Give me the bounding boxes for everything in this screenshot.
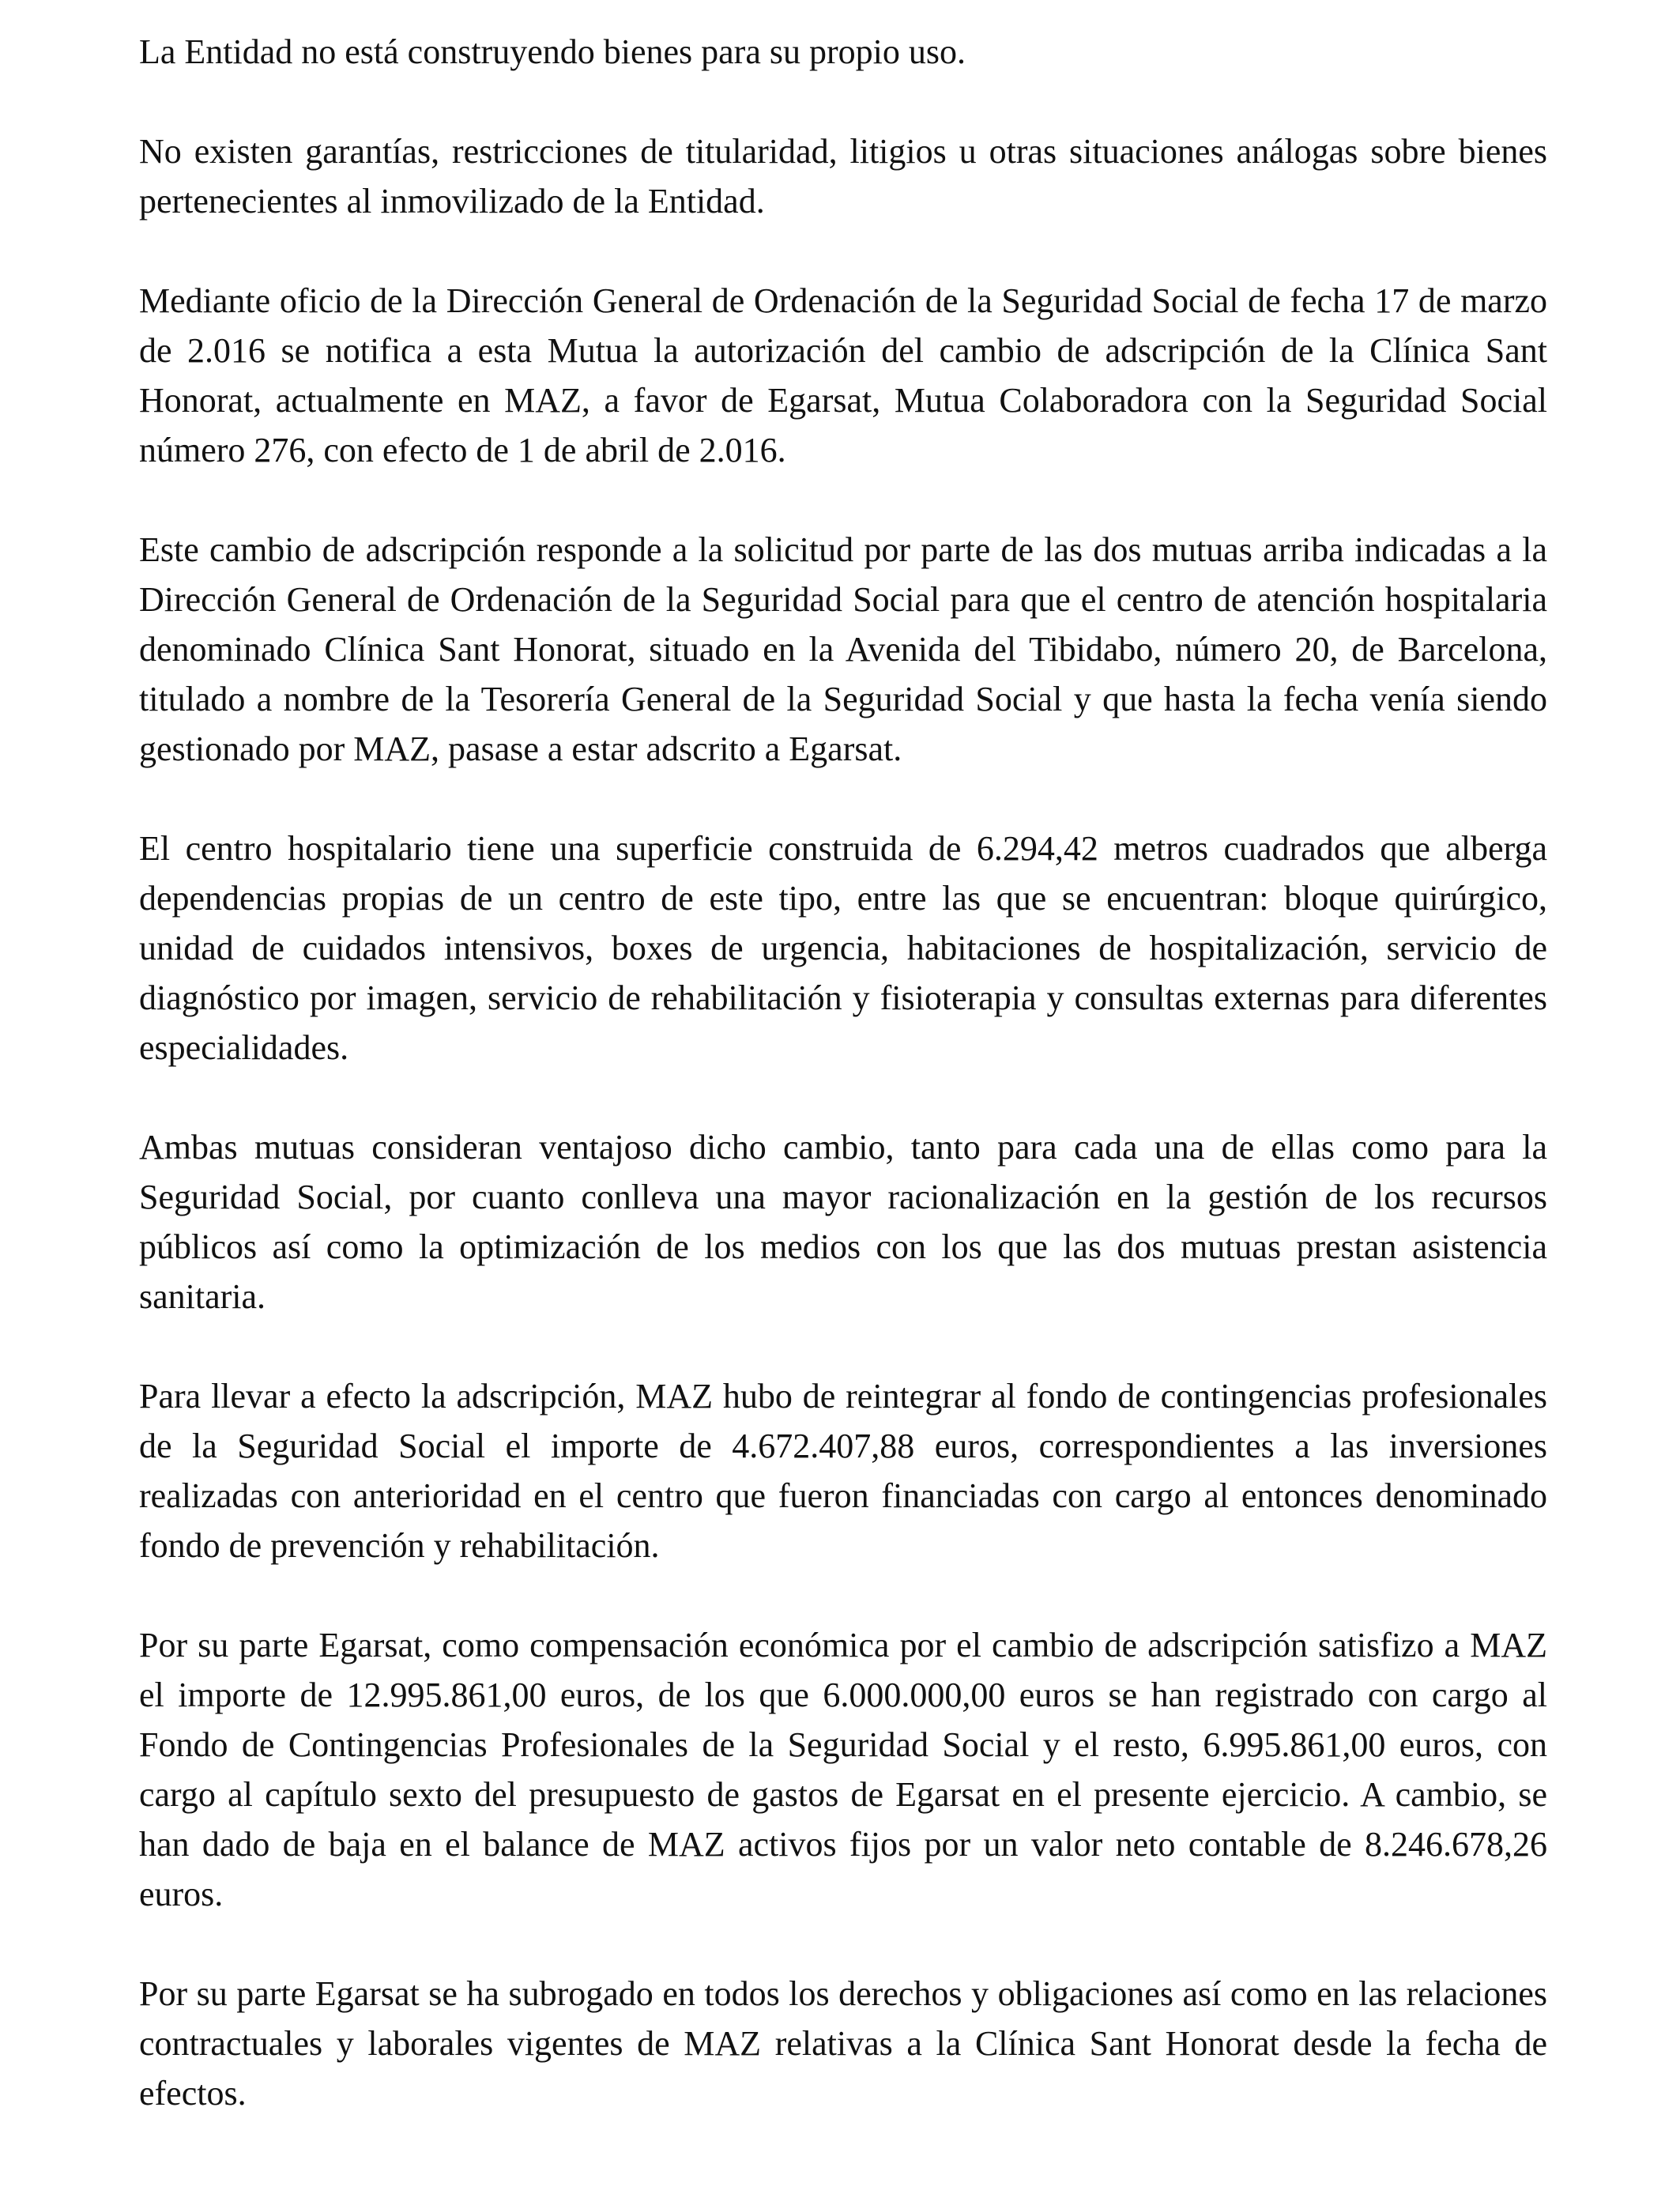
paragraph-oficio-cambio-adscripcion: Mediante oficio de la Dirección General de Ordenación de la Seguridad Social de fecha 17 de marzo de 2.016 se notifica a esta Mutua la autorización del cambio de adscripción de la Clínica Sant Honorat, actualmente en MAZ, a favor de Egarsat, Mutua Colaboradora con la Seguridad Social número 276, con efecto de 1 de abril de 2.016. [139,281,1547,469]
paragraph-solicitud-mutuas: Este cambio de adscripción responde a la solicitud por parte de las dos mutuas arriba indicadas a la Dirección General de Ordenación de la Seguridad Social para que el centro de atención hospitalaria denominado Clínica Sant Honorat, situado en la Avenida del Tibidabo, número 20, de Barcelona, titulado a nombre de la Tesorería General de la Seguridad Social y que hasta la fecha venía siendo gestionado por MAZ, pasase a estar adscrito a Egarsat. [139,530,1547,768]
document-page [139,27,1547,2118]
paragraph-ventajas-cambio: Ambas mutuas consideran ventajoso dicho cambio, tanto para cada una de ellas como para la Seguridad Social, por cuanto conlleva una mayor racionalización en la gestión de los recursos públicos así como la optimización de los medios con los que las dos mutuas prestan asistencia sanitaria. [139,1128,1547,1316]
paragraph-entidad-construccion: La Entidad no está construyendo bienes para su propio uso. [139,32,966,71]
paragraph-reintegro-fondo: Para llevar a efecto la adscripción, MAZ hubo de reintegrar al fondo de contingencias profesionales de la Seguridad Social el importe de 4.672.407,88 euros, correspondientes a las inversiones realizadas con anterioridad en el centro que fueron financiadas con cargo al entonces denominado fondo de prevención y rehabilitación. [139,1377,1547,1565]
paragraph-subrogacion: Por su parte Egarsat se ha subrogado en todos los derechos y obligaciones así como en las relaciones contractuales y laborales vigentes de MAZ relativas a la Clínica Sant Honorat desde la fecha de efectos. [139,1974,1547,2113]
paragraph-garantias: No existen garantías, restricciones de titularidad, litigios u otras situaciones análogas sobre bienes pertenecientes al inmovilizado de la Entidad. [139,132,1547,221]
paragraph-centro-hospitalario: El centro hospitalario tiene una superficie construida de 6.294,42 metros cuadrados que alberga dependencias propias de un centro de este tipo, entre las que se encuentran: bloque quirúrgico, unidad de cuidados intensivos, boxes de urgencia, habitaciones de hospitalización, servicio de diagnóstico por imagen, servicio de rehabilitación y fisioterapia y consultas externas para diferentes especialidades. [139,829,1547,1067]
paragraph-compensacion-economica: Por su parte Egarsat, como compensación económica por el cambio de adscripción satisfizo a MAZ el importe de 12.995.861,00 euros, de los que 6.000.000,00 euros se han registrado con cargo al Fondo de Contingencias Profesionales de la Seguridad Social y el resto, 6.995.861,00 euros, con cargo al capítulo sexto del presupuesto de gastos de Egarsat en el presente ejercicio. A cambio, se han dado de baja en el balance de MAZ activos fijos por un valor neto contable de 8.246.678,26 euros. [139,1626,1547,1913]
